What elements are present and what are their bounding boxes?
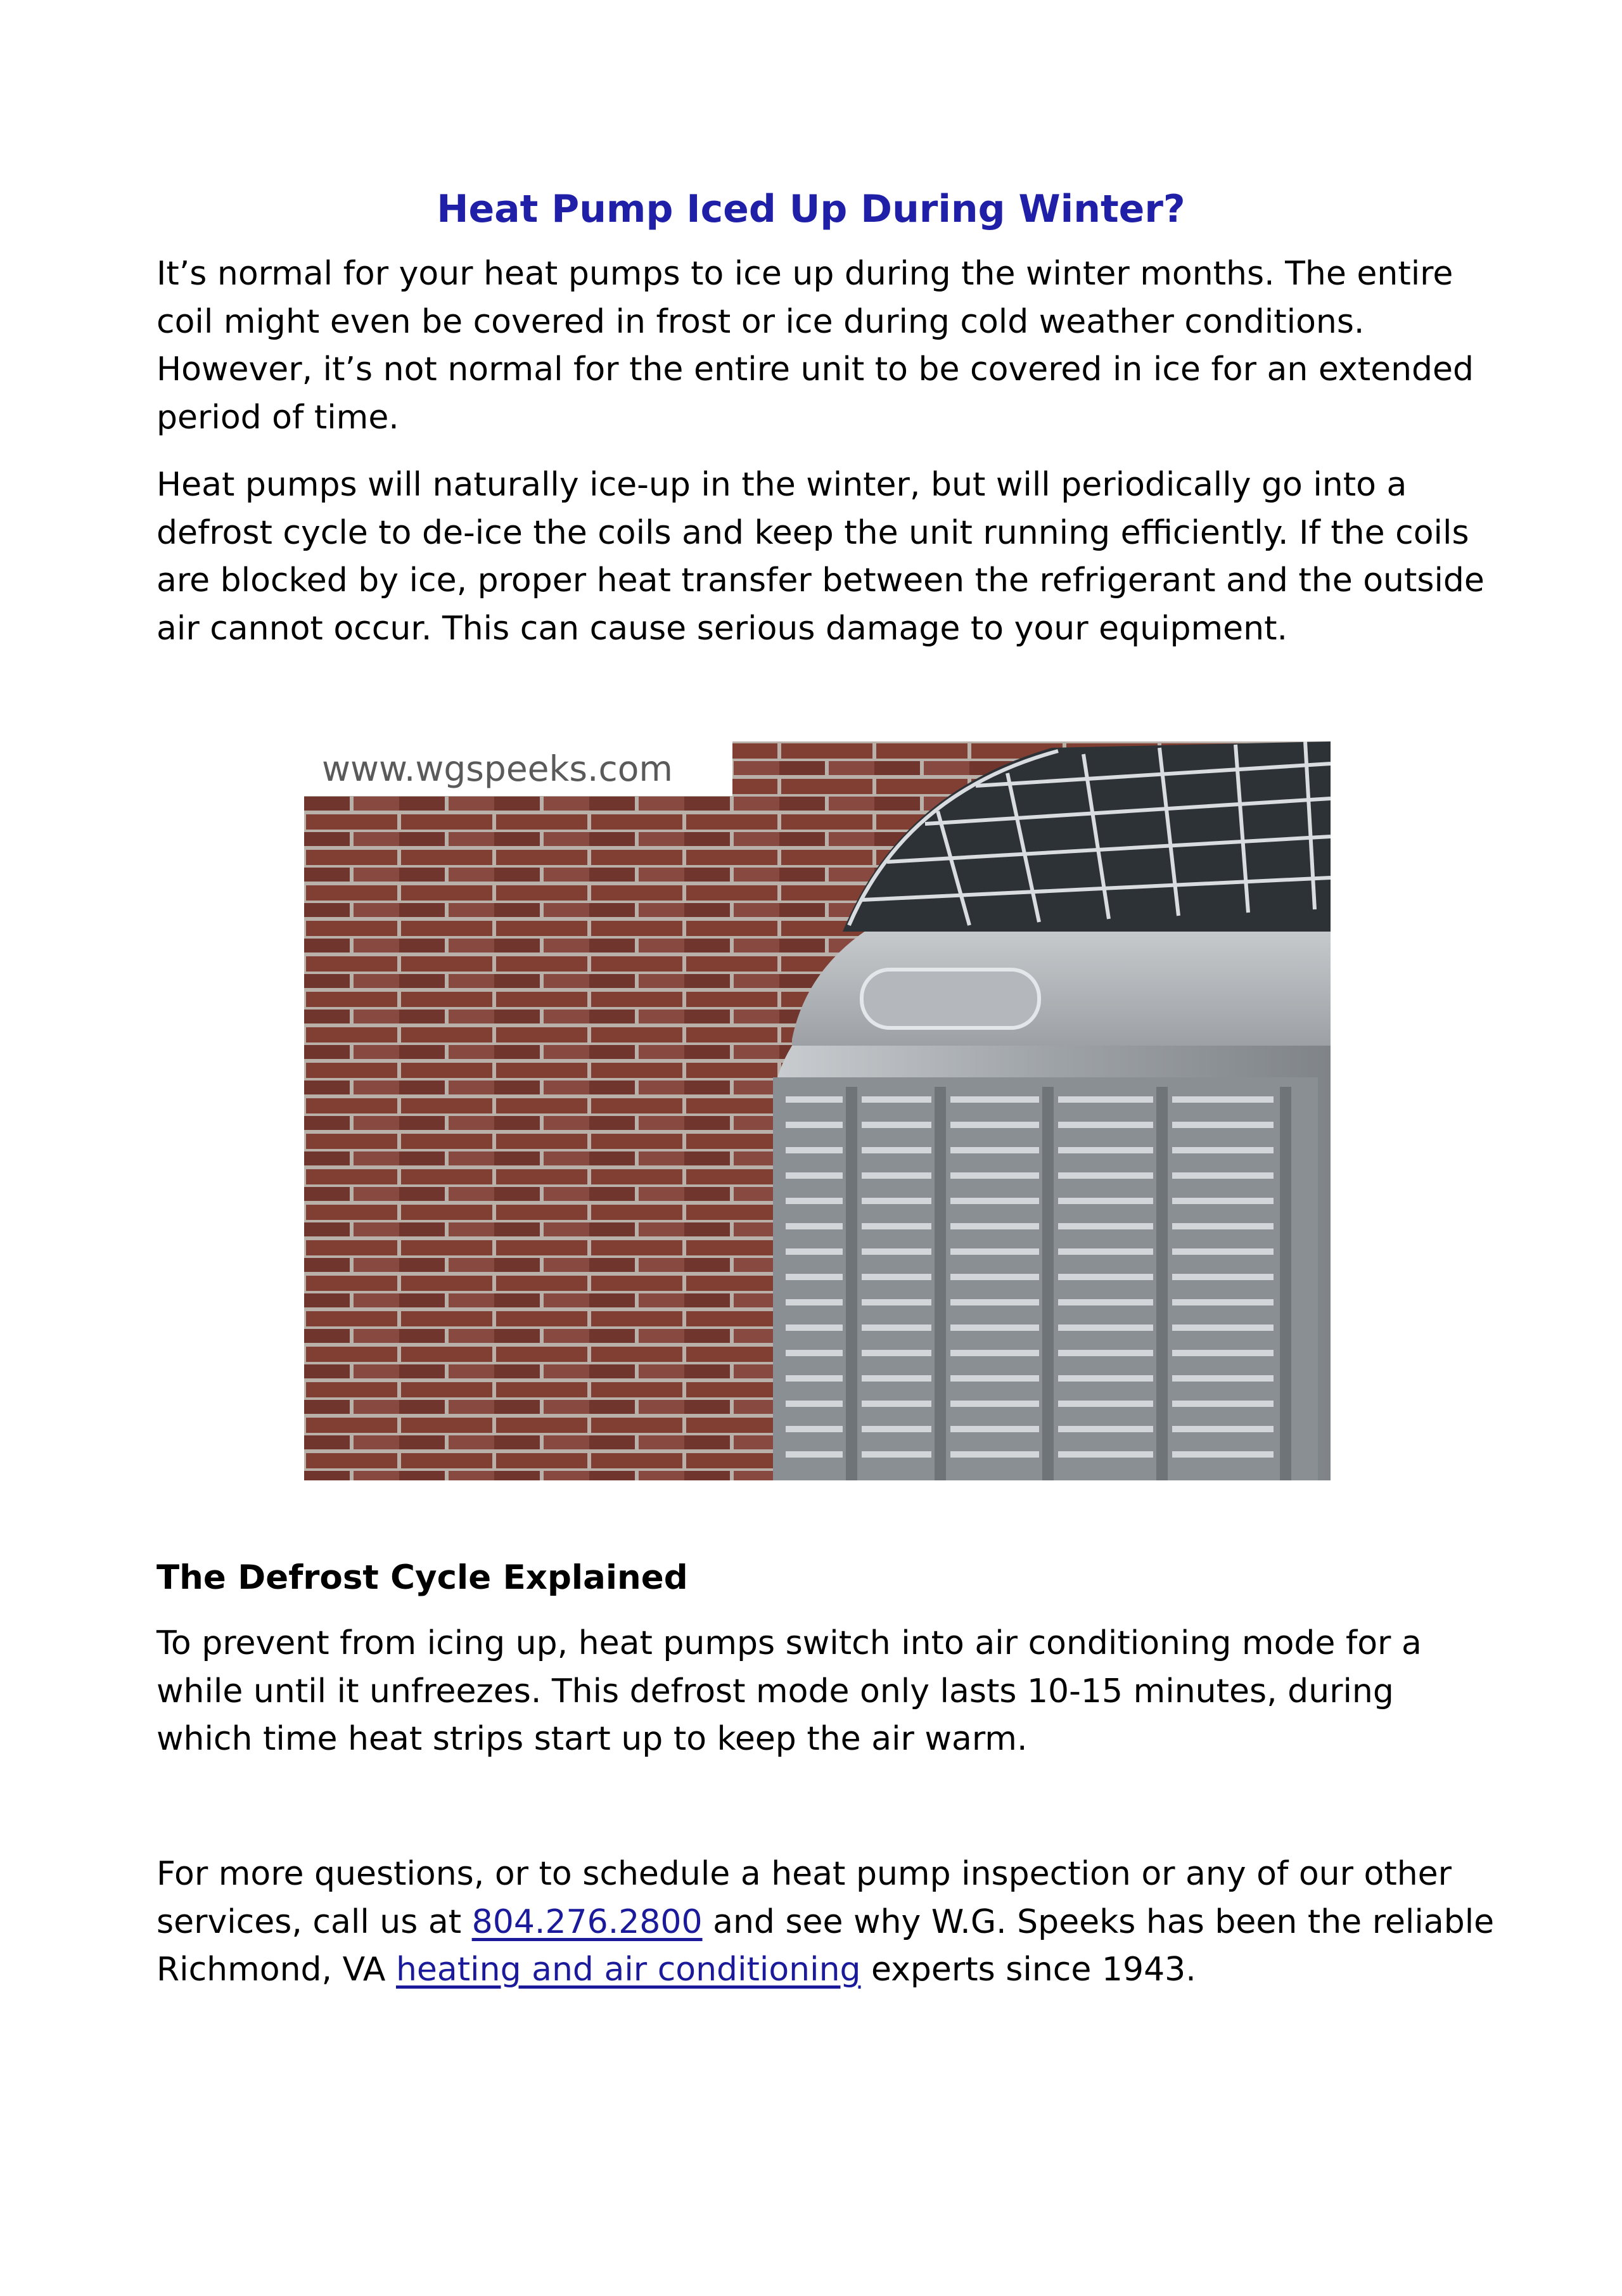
section-heading: The Defrost Cycle Explained [156,1558,688,1597]
intro-paragraph: It’s normal for your heat pumps to ice up during the winter months. The entire coil might even be covered in frost or ice during cold weather conditions. However, it’s not normal for the entire unit to be covered in ice for an extended period of time. [156,255,1474,437]
closing-paragraph [156,1850,1500,1994]
defrost-paragraph: To prevent from icing up, heat pumps switch into air conditioning mode for a while until it unfreezes. This defrost mode only lasts 10-15 minutes, during which time heat strips start up to keep the air warm. [156,1624,1422,1758]
ice-up-paragraph: Heat pumps will naturally ice-up in the winter, but will periodically go into a defrost cycle to de-ice the coils and keep the unit running efficiently. If the coils are blocked by ice, proper heat transfer between the refrigerant and the outside air cannot occur. This can cause serious damage to your equipment. [156,466,1485,648]
closing-text-1: For more questions, or to schedule a heat pump inspection or any of our other services, call us at [156,1855,1452,1941]
hvac-services-link[interactable]: heating and air conditioning [395,1951,861,1989]
heat-pump-illustration [304,741,1331,1480]
phone-link[interactable]: 804.276.2800 [471,1902,703,1941]
image-watermark: www.wgspeeks.com [304,741,732,796]
page-title: Heat Pump Iced Up During Winter? [437,187,1185,231]
closing-text-2: and see why W.G. Speeks has been the reliable Richmond, VA [156,1902,1495,1989]
closing-text-3: experts since 1943. [860,1951,1196,1989]
heat-pump-photo [304,741,1331,1480]
